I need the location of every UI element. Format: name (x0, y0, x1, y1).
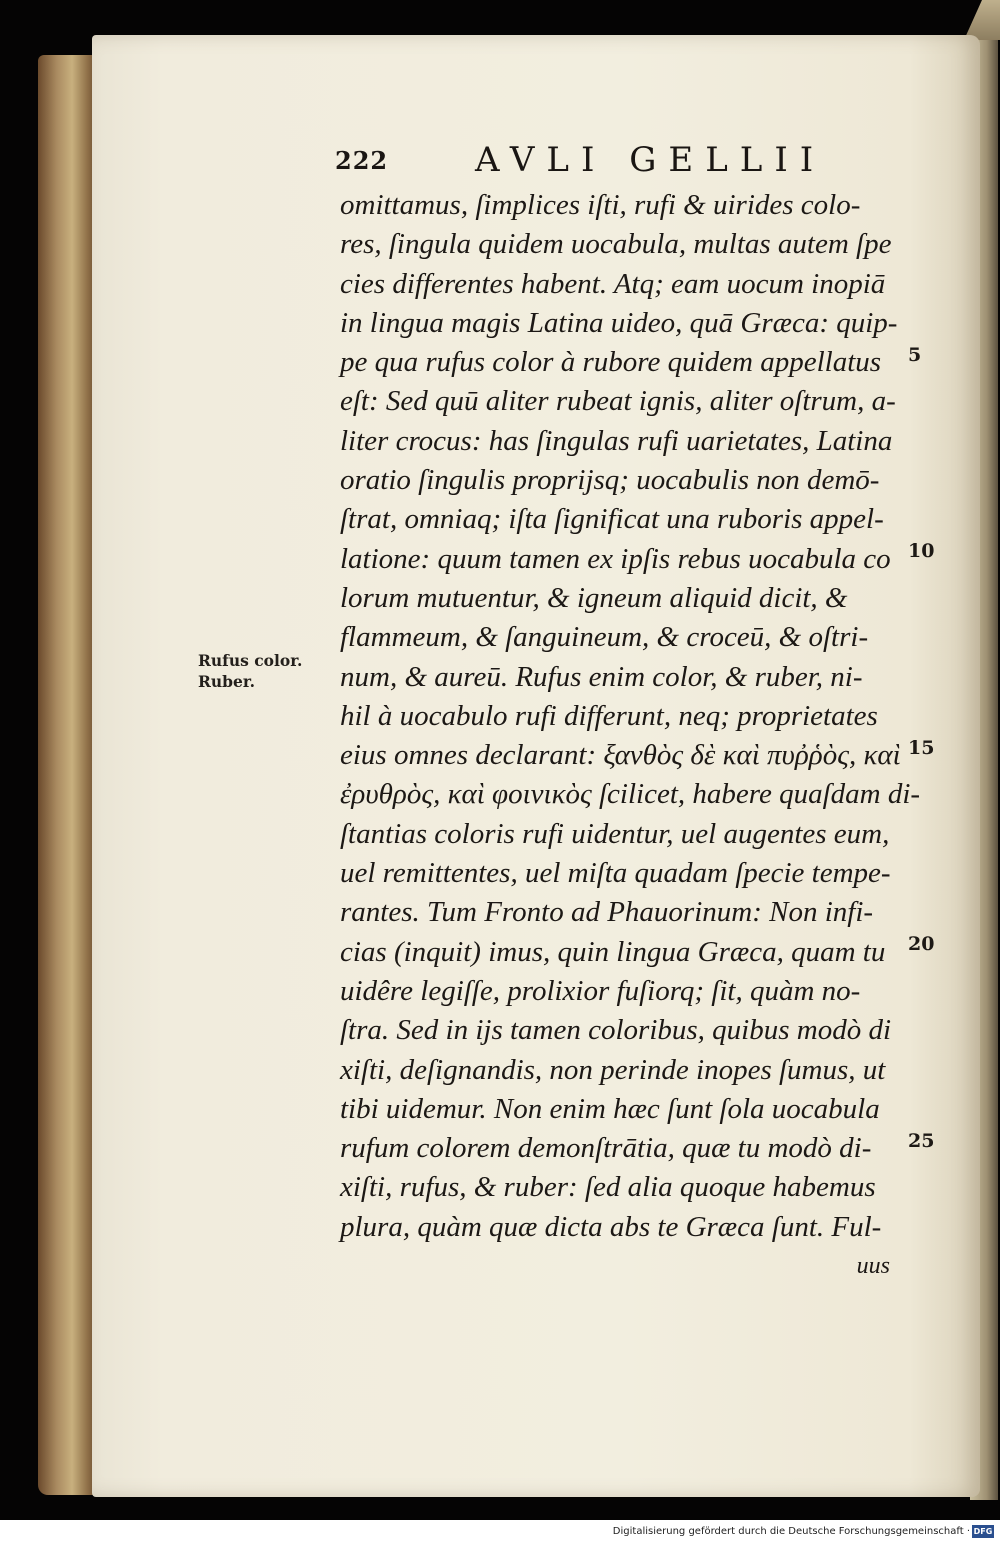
text-line: num, & aureū. Rufus enim color, & ruber, ni- (340, 660, 863, 693)
text-line: ſtrat, omniaq; iſta ſignificat una ruboris appel- (340, 503, 884, 536)
text-line: plura, quàm quæ dicta abs te Græca ſunt. Ful- (340, 1210, 882, 1243)
footer-bar (0, 1520, 1000, 1547)
text-line: uidêre legiſſe, prolixior fuſiorq; ſit, quàm no- (340, 974, 861, 1007)
text-line: pe qua rufus color à rubore quidem appellatus (340, 346, 882, 379)
text-block (340, 186, 921, 1286)
text-line: in lingua magis Latina uideo, quā Græca: quip- (340, 306, 898, 339)
text-line: eſt: Sed quū aliter rubeat ignis, aliter oſtrum, a- (340, 385, 896, 418)
text-line: xiſti, rufus, & ruber: ſed alia quoque habemus (340, 1171, 876, 1204)
text-line: eius omnes declarant: ξανθὸς δὲ καὶ πυῤῥὸς, καὶ (340, 739, 901, 772)
marginal-note-line: Ruber. (198, 672, 255, 691)
text-line: rufum colorem demonſtrātia, quæ tu modò di- (340, 1132, 872, 1165)
line-number: 20 (908, 933, 935, 955)
catchword: uus (856, 1253, 890, 1280)
dfg-logo-icon: DFG (973, 1527, 993, 1536)
text-line: ἐρυθρὸς, καὶ φοινικὸς ſcilicet, habere quaſdam di- (340, 778, 921, 811)
page-number: 222 (335, 146, 389, 175)
text-line: cias (inquit) imus, quin lingua Græca, quam tu (340, 935, 886, 968)
running-head (335, 140, 895, 184)
text-line: latione: quum tamen ex ipſis rebus uocabula co (340, 542, 891, 575)
text-line: rantes. Tum Fronto ad Phauorinum: Non infi- (340, 896, 874, 929)
text-line: lorum mutuentur, & igneum aliquid dicit, & (340, 581, 848, 614)
text-line: hil à uocabulo rufi differunt, neq; proprietates (340, 699, 878, 732)
text-line: res, ſingula quidem uocabula, multas autem ſpe (340, 228, 892, 261)
line-number: 25 (908, 1130, 935, 1152)
text-line: flammeum, & ſanguineum, & croceū, & oſtri- (340, 621, 869, 654)
line-number: 5 (908, 344, 922, 366)
text-line: ſtra. Sed in ijs tamen coloribus, quibus modò di (340, 1014, 891, 1047)
line-number: 10 (908, 540, 935, 562)
digitization-credit: Digitalisierung gefördert durch die Deutsche Forschungsgemeinschaft · (612, 1526, 970, 1537)
line-number: 15 (908, 737, 935, 759)
marginal-note-line: Rufus color. (198, 651, 303, 670)
text-line: omittamus, ſimplices iſti, rufi & uirides colo- (340, 189, 861, 221)
marginal-note (198, 650, 338, 692)
text-line: uel remittentes, uel miſta quadam ſpecie tempe- (340, 857, 891, 890)
running-title: AVLI GELLII (475, 140, 826, 180)
text-line: xiſti, deſignandis, non perinde inopes ſumus, ut (340, 1053, 886, 1086)
book-edge-left (38, 55, 100, 1495)
text-line: oratio ſingulis proprijsq; uocabulis non demō- (340, 464, 880, 497)
text-line: cies differentes habent. Atq; eam uocum inopiā (340, 267, 886, 300)
text-line: tibi uidemur. Non enim hæc ſunt ſola uocabula (340, 1092, 880, 1125)
text-line: ſtantias coloris rufi uidentur, uel augentes eum, (340, 817, 890, 850)
text-line: liter crocus: has ſingulas rufi uarietates, Latina (340, 424, 893, 457)
